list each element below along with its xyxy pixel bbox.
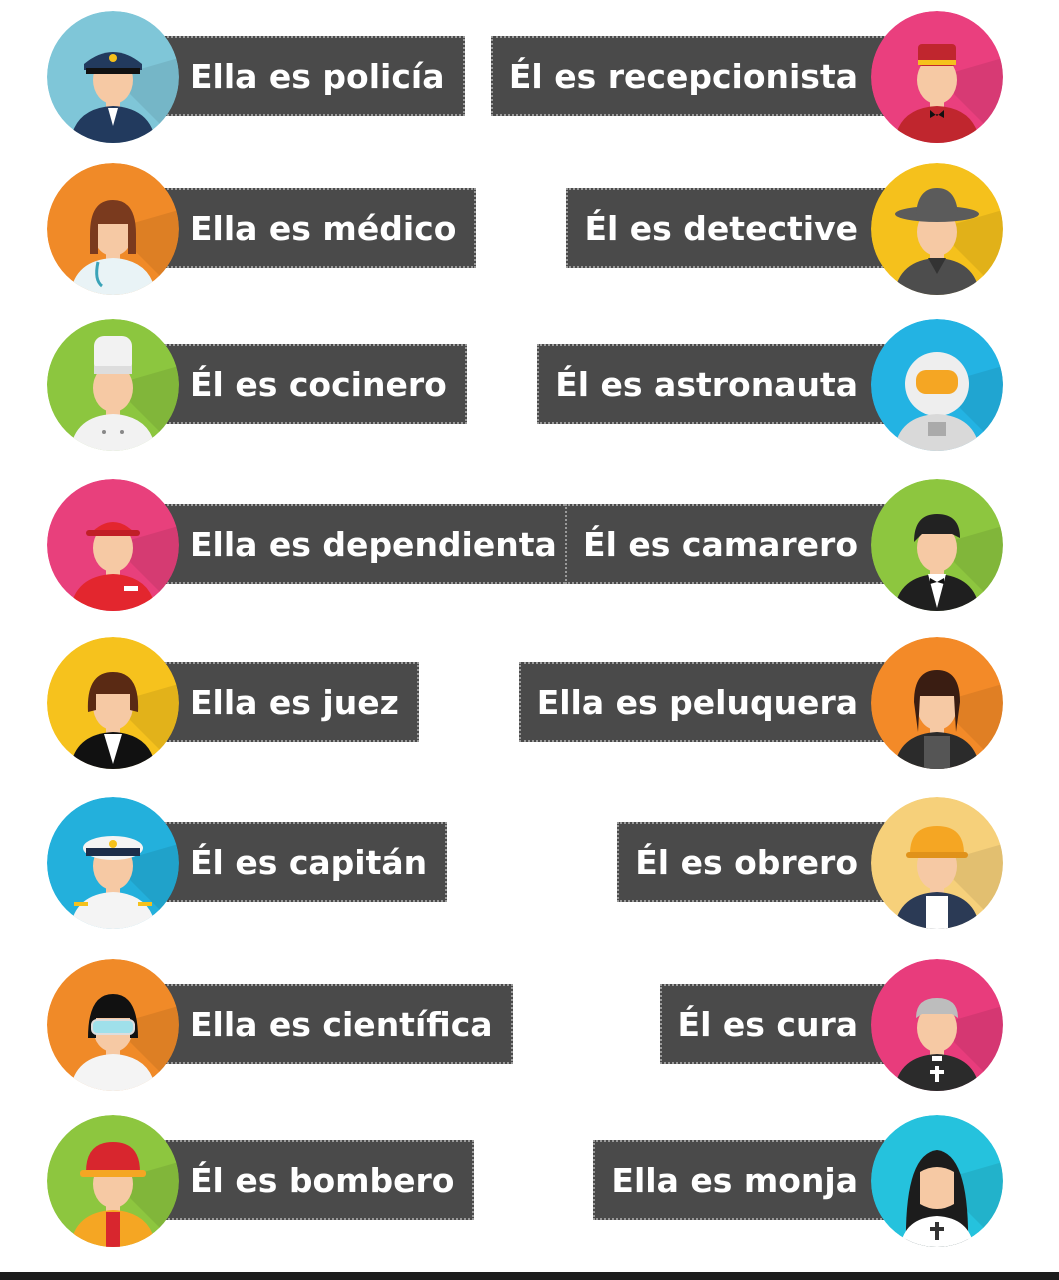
profession-label: Él es obrero — [617, 822, 898, 902]
cook-icon — [46, 318, 180, 452]
profession-label: Él es capitán — [152, 822, 447, 902]
construction-worker-icon — [870, 796, 1004, 930]
bottom-border — [0, 1272, 1059, 1280]
profession-card — [46, 318, 472, 452]
profession-label: Ella es policía — [152, 36, 465, 116]
firefighter-icon — [46, 1114, 180, 1248]
profession-card — [46, 10, 472, 144]
profession-card — [553, 162, 1004, 296]
profession-label: Él es bombero — [152, 1140, 474, 1220]
profession-card — [46, 162, 472, 296]
astronaut-icon — [870, 318, 1004, 452]
judge-icon — [46, 636, 180, 770]
shop-assistant-icon — [46, 478, 180, 612]
profession-label: Él es detective — [566, 188, 898, 268]
profession-card — [622, 958, 1004, 1092]
profession-label: Él es cocinero — [152, 344, 467, 424]
profession-card — [46, 478, 557, 612]
scientist-icon — [46, 958, 180, 1092]
profession-label: Ella es peluquera — [519, 662, 898, 742]
profession-card — [46, 1114, 482, 1248]
profession-label: Ella es juez — [152, 662, 419, 742]
profession-card — [576, 1114, 1004, 1248]
police-officer-icon — [46, 10, 180, 144]
profession-label: Ella es médico — [152, 188, 476, 268]
profession-label: Ella es monja — [593, 1140, 898, 1220]
profession-label: Él es recepcionista — [491, 36, 898, 116]
profession-card — [46, 796, 450, 930]
profession-card — [522, 636, 1004, 770]
profession-label: Ella es dependienta — [152, 504, 577, 584]
profession-label: Ella es científica — [152, 984, 513, 1064]
waiter-icon — [870, 478, 1004, 612]
detective-icon — [870, 162, 1004, 296]
profession-card — [504, 10, 1004, 144]
receptionist-icon — [870, 10, 1004, 144]
hairdresser-icon — [870, 636, 1004, 770]
profession-label: Él es cura — [660, 984, 898, 1064]
profession-label: Él es camarero — [565, 504, 898, 584]
profession-label: Él es astronauta — [537, 344, 898, 424]
captain-icon — [46, 796, 180, 930]
nun-icon — [870, 1114, 1004, 1248]
profession-card — [553, 318, 1004, 452]
profession-card — [46, 636, 424, 770]
profession-card — [46, 958, 502, 1092]
doctor-icon — [46, 162, 180, 296]
priest-icon — [870, 958, 1004, 1092]
profession-card — [592, 796, 1004, 930]
profession-card — [576, 478, 1004, 612]
